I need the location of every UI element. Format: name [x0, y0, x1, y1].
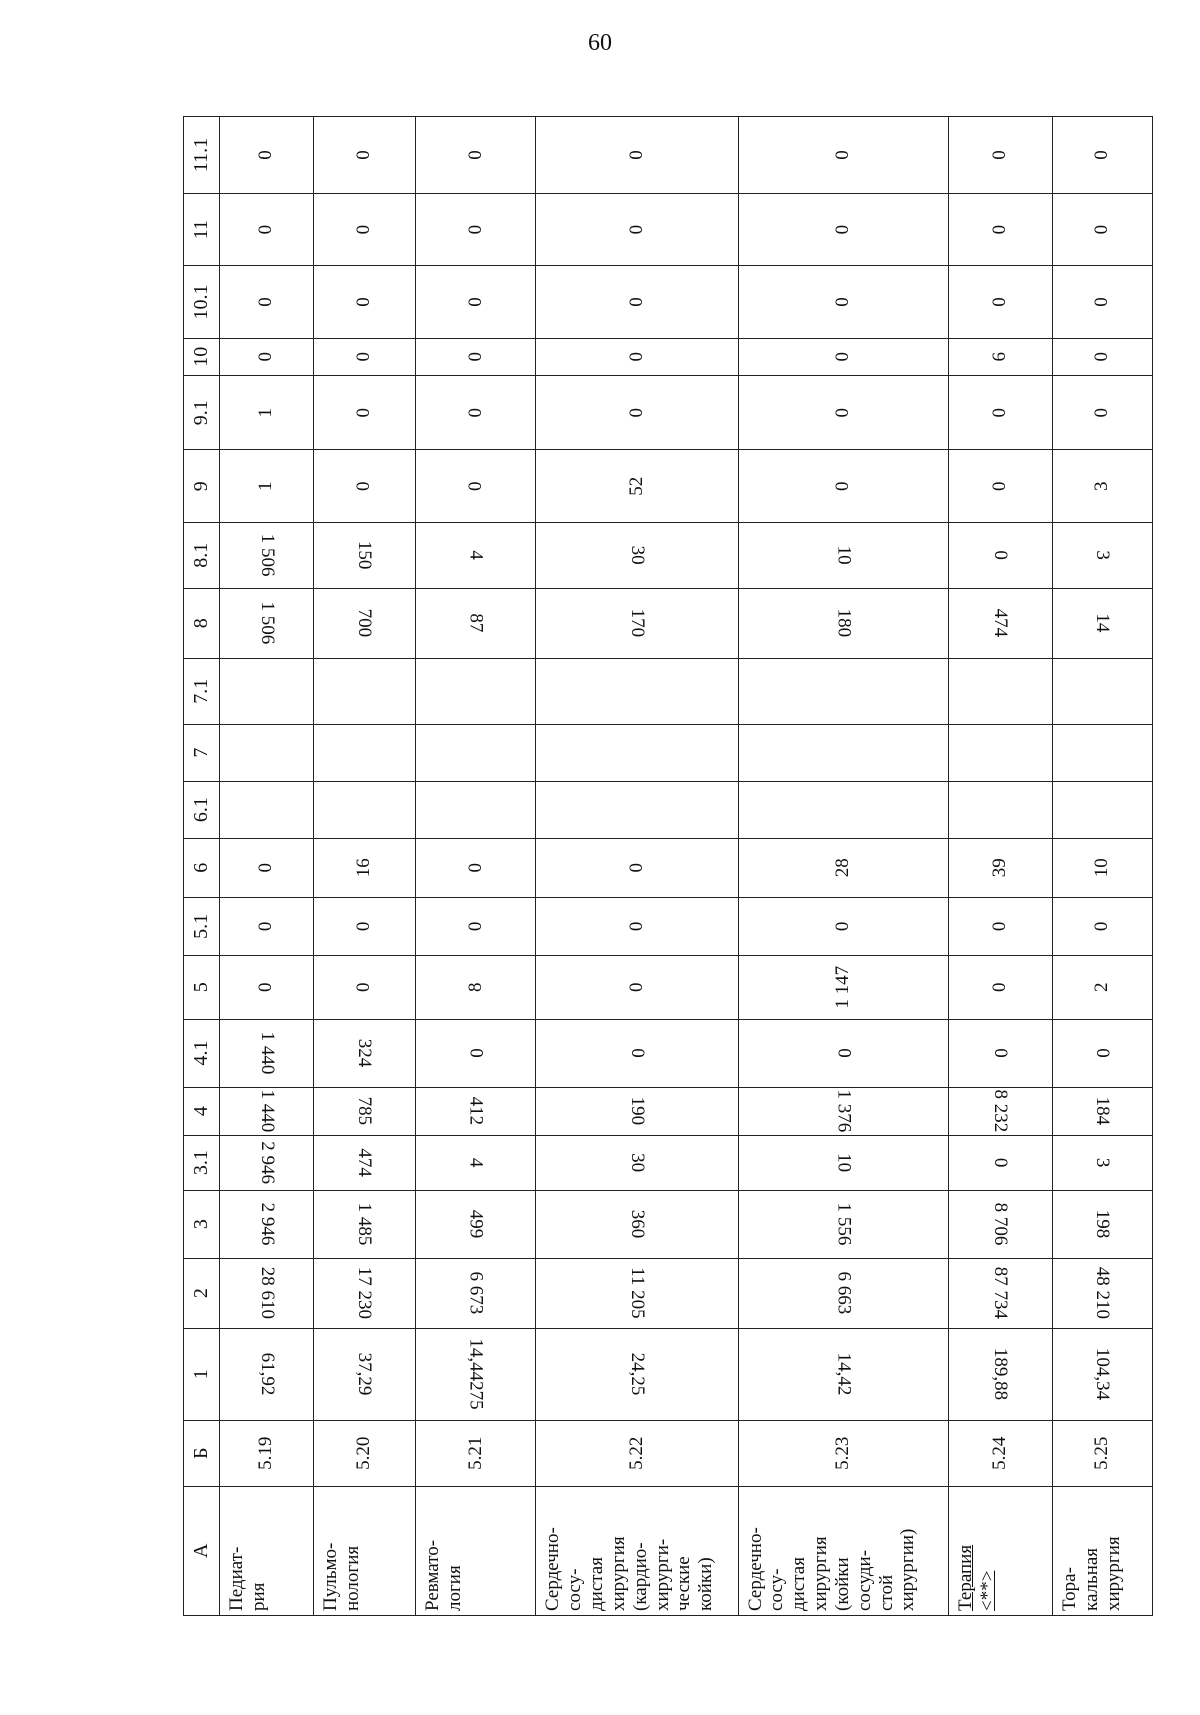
page-number: 60 [588, 30, 612, 56]
table-cell: 3 [1052, 450, 1152, 522]
table-row [948, 117, 1052, 1616]
table-cell: 61,92 [220, 1328, 314, 1420]
table-cell: 0 [313, 450, 415, 522]
table-cell: 39 [948, 838, 1052, 897]
table-cell: 0 [415, 838, 535, 897]
column-header: 7.1 [184, 658, 220, 724]
table-cell: 5.19 [220, 1420, 314, 1486]
table-cell [415, 781, 535, 838]
table-cell [948, 658, 1052, 724]
table-cell: 0 [948, 897, 1052, 955]
table-row [738, 117, 948, 1616]
column-header: 2 [184, 1258, 220, 1328]
table-cell: 0 [536, 117, 738, 194]
table-cell: 0 [313, 193, 415, 265]
table-cell: 360 [536, 1190, 738, 1258]
table-cell: 0 [415, 375, 535, 450]
row-label: Тора- кальная хирургия [1052, 1486, 1152, 1615]
table-cell [415, 658, 535, 724]
table-cell: 0 [738, 338, 948, 375]
table-cell [313, 724, 415, 781]
table-cell [738, 724, 948, 781]
table-cell: 0 [220, 193, 314, 265]
table-cell: 170 [536, 588, 738, 658]
column-header: 1 [184, 1328, 220, 1420]
table-cell: 0 [536, 266, 738, 338]
table-cell: 0 [948, 955, 1052, 1019]
table-cell: 8 232 [948, 1087, 1052, 1135]
table-cell: 0 [220, 338, 314, 375]
table-cell: 0 [948, 117, 1052, 194]
table-cell: 0 [738, 897, 948, 955]
table-cell: 0 [948, 1135, 1052, 1190]
table-cell: 6 [948, 338, 1052, 375]
table-cell: 3 [1052, 522, 1152, 588]
column-header: 5 [184, 955, 220, 1019]
table-cell: 1 485 [313, 1190, 415, 1258]
table-cell: 0 [738, 450, 948, 522]
table-cell: 0 [415, 117, 535, 194]
table-cell: 0 [220, 897, 314, 955]
table-cell [1052, 724, 1152, 781]
column-header: 4.1 [184, 1019, 220, 1087]
table-cell: 4 [415, 1135, 535, 1190]
column-header: 6.1 [184, 781, 220, 838]
column-header: 3.1 [184, 1135, 220, 1190]
table-cell: 0 [313, 117, 415, 194]
column-header: 7 [184, 724, 220, 781]
table-cell: 0 [536, 375, 738, 450]
table-cell: 30 [536, 522, 738, 588]
table-cell: 0 [738, 375, 948, 450]
table-cell: 700 [313, 588, 415, 658]
table-cell: 0 [738, 266, 948, 338]
table-cell: 0 [536, 1019, 738, 1087]
table-cell: 1 [220, 450, 314, 522]
table-cell: 2 946 [220, 1190, 314, 1258]
table-cell [1052, 781, 1152, 838]
table-cell: 87 734 [948, 1258, 1052, 1328]
table-cell [220, 658, 314, 724]
table-cell: 0 [738, 193, 948, 265]
table-cell: 150 [313, 522, 415, 588]
table-cell: 104,34 [1052, 1328, 1152, 1420]
table-cell: 5.24 [948, 1420, 1052, 1486]
table-cell [948, 781, 1052, 838]
table-cell: 48 210 [1052, 1258, 1152, 1328]
table-cell: 0 [1052, 375, 1152, 450]
table-cell: 10 [1052, 838, 1152, 897]
table-cell [948, 724, 1052, 781]
table-cell: 6 673 [415, 1258, 535, 1328]
table-cell: 24,25 [536, 1328, 738, 1420]
table-cell: 87 [415, 588, 535, 658]
table-cell [220, 724, 314, 781]
table-cell: 0 [738, 1019, 948, 1087]
table-cell: 0 [1052, 897, 1152, 955]
column-header: 6 [184, 838, 220, 897]
table-cell: 0 [220, 838, 314, 897]
table-cell: 28 [738, 838, 948, 897]
table-cell: 5.25 [1052, 1420, 1152, 1486]
table-row [415, 117, 535, 1616]
table-cell: 0 [415, 897, 535, 955]
table-cell [738, 781, 948, 838]
table-cell: 0 [948, 375, 1052, 450]
column-header: 4 [184, 1087, 220, 1135]
table-cell: 0 [313, 955, 415, 1019]
table-cell: 499 [415, 1190, 535, 1258]
table-cell: 14 [1052, 588, 1152, 658]
table-cell: 1 556 [738, 1190, 948, 1258]
table-cell: 17 230 [313, 1258, 415, 1328]
row-label: Сердечно- сосу- дистая хирургия (кардио- хирурги- ческие койки) [536, 1486, 738, 1615]
column-header: А [184, 1486, 220, 1615]
column-header: 11.1 [184, 117, 220, 194]
column-header: 8.1 [184, 522, 220, 588]
table-cell: 0 [415, 193, 535, 265]
table-cell: 0 [948, 266, 1052, 338]
table-cell [536, 658, 738, 724]
column-header: 8 [184, 588, 220, 658]
table-cell: 412 [415, 1087, 535, 1135]
table-row [220, 117, 314, 1616]
table-cell: 0 [415, 266, 535, 338]
table-cell [415, 724, 535, 781]
table-row [1052, 117, 1152, 1616]
table-cell: 0 [1052, 1019, 1152, 1087]
table-cell: 3 [1052, 1135, 1152, 1190]
table-cell: 0 [948, 522, 1052, 588]
table-cell: 0 [415, 338, 535, 375]
table-cell: 37,29 [313, 1328, 415, 1420]
table-cell: 5.20 [313, 1420, 415, 1486]
table-cell: 0 [536, 193, 738, 265]
table-cell: 1 376 [738, 1087, 948, 1135]
row-label: Сердечно- сосу- дистая хирургия (койки сосуди- стой хирургии) [738, 1486, 948, 1615]
table-cell [313, 658, 415, 724]
table-cell: 198 [1052, 1190, 1152, 1258]
table-cell: 785 [313, 1087, 415, 1135]
column-header: 5.1 [184, 897, 220, 955]
table-cell: 8 [415, 955, 535, 1019]
column-header: 9 [184, 450, 220, 522]
table-cell: 0 [536, 838, 738, 897]
table-cell: 0 [1052, 338, 1152, 375]
table-cell: 1 440 [220, 1087, 314, 1135]
table-cell: 30 [536, 1135, 738, 1190]
table-cell: 0 [948, 193, 1052, 265]
table-cell: 0 [220, 117, 314, 194]
row-label: Педиат- рия [220, 1486, 314, 1615]
table-cell: 1 [220, 375, 314, 450]
table-body [220, 117, 1153, 1616]
rotated-table-container [183, 116, 1153, 1616]
table-cell: 10 [738, 522, 948, 588]
table-cell: 0 [415, 1019, 535, 1087]
table-cell: 1 147 [738, 955, 948, 1019]
row-label: Ревмато- логия [415, 1486, 535, 1615]
table-cell: 0 [220, 955, 314, 1019]
column-header: 3 [184, 1190, 220, 1258]
table-cell: 11 205 [536, 1258, 738, 1328]
table-cell: 52 [536, 450, 738, 522]
data-table [183, 116, 1153, 1616]
table-cell [536, 724, 738, 781]
table-cell: 6 663 [738, 1258, 948, 1328]
column-header: Б [184, 1420, 220, 1486]
table-cell: 2 946 [220, 1135, 314, 1190]
column-header: 9.1 [184, 375, 220, 450]
column-header: 10 [184, 338, 220, 375]
table-cell: 0 [1052, 193, 1152, 265]
table-cell: 474 [948, 588, 1052, 658]
table-cell: 1 506 [220, 522, 314, 588]
table-cell: 5.22 [536, 1420, 738, 1486]
table-cell: 0 [536, 897, 738, 955]
table-cell: 0 [313, 375, 415, 450]
table-cell: 2 [1052, 955, 1152, 1019]
table-cell: 189,88 [948, 1328, 1052, 1420]
table-cell: 5.23 [738, 1420, 948, 1486]
column-header: 10.1 [184, 266, 220, 338]
table-cell: 180 [738, 588, 948, 658]
table-cell: 0 [313, 897, 415, 955]
table-cell: 324 [313, 1019, 415, 1087]
table-cell: 0 [536, 338, 738, 375]
table-cell [536, 781, 738, 838]
table-cell: 5.21 [415, 1420, 535, 1486]
table-cell: 1 506 [220, 588, 314, 658]
table-cell: 0 [313, 266, 415, 338]
table-cell: 0 [948, 1019, 1052, 1087]
table-cell: 0 [948, 450, 1052, 522]
table-cell [1052, 658, 1152, 724]
table-cell: 4 [415, 522, 535, 588]
table-cell: 0 [415, 450, 535, 522]
table-cell: 184 [1052, 1087, 1152, 1135]
table-cell: 0 [1052, 266, 1152, 338]
table-cell: 0 [313, 338, 415, 375]
table-row [313, 117, 415, 1616]
table-cell: 14,44275 [415, 1328, 535, 1420]
table-cell: 16 [313, 838, 415, 897]
table-cell: 474 [313, 1135, 415, 1190]
table-cell: 0 [536, 955, 738, 1019]
table-row [536, 117, 738, 1616]
table-cell: 190 [536, 1087, 738, 1135]
table-cell: 10 [738, 1135, 948, 1190]
column-header: 11 [184, 193, 220, 265]
row-label: Пульмо- нология [313, 1486, 415, 1615]
table-cell: 28 610 [220, 1258, 314, 1328]
table-cell: 8 706 [948, 1190, 1052, 1258]
table-cell [313, 781, 415, 838]
row-label: Терапия <**> [948, 1486, 1052, 1615]
table-cell: 0 [220, 266, 314, 338]
table-cell [220, 781, 314, 838]
table-cell: 0 [738, 117, 948, 194]
table-cell [738, 658, 948, 724]
table-cell: 0 [1052, 117, 1152, 194]
header-row [184, 117, 220, 1616]
table-cell: 14,42 [738, 1328, 948, 1420]
table-cell: 1 440 [220, 1019, 314, 1087]
